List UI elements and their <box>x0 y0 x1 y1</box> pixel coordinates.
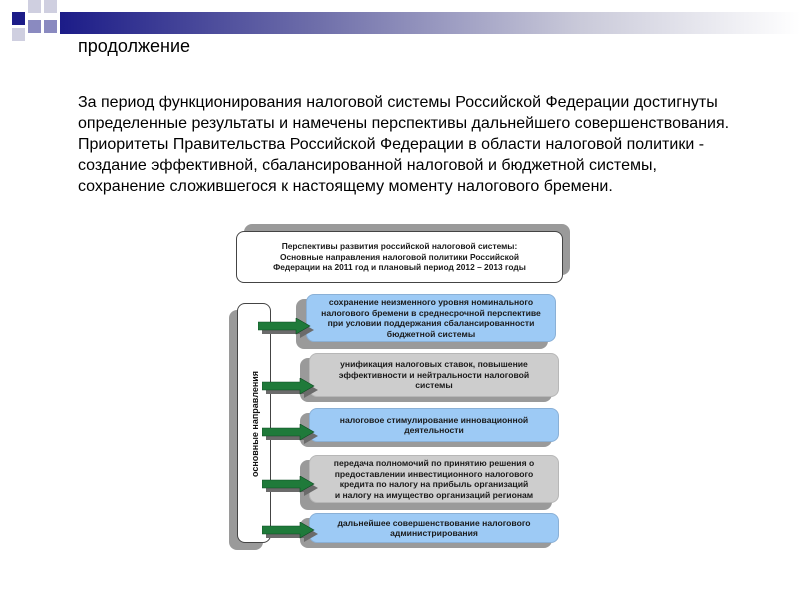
decor-square <box>44 20 57 33</box>
decor-square <box>28 20 41 33</box>
header-line-2: Основные направления налоговой политики Российской <box>279 251 520 262</box>
item-1-line-1: сохранение неизменного уровня номинального <box>328 297 534 307</box>
item-2-line-1: унификация налоговых ставок, повышение <box>340 359 528 370</box>
item-3-line-1: налоговое стимулирование инновационной <box>339 414 529 425</box>
arrow-right-icon <box>262 424 322 446</box>
direction-item-2 <box>309 353 559 397</box>
item-5-line-2: администрирования <box>390 528 478 538</box>
arrow-right-icon <box>262 476 322 498</box>
arrow-right-icon <box>262 522 322 544</box>
direction-item-3 <box>309 408 559 442</box>
direction-item-5 <box>309 513 559 543</box>
decor-square <box>28 0 41 13</box>
slide-body-text: За период функционирования налоговой системы Российской Федерации достигнуты определенные результаты и намечены перспективы дальнейшего совершенствования. Приоритеты Правительства Российской Федерации в области налоговой политики - создание эффективной, сбалансированной налоговой и бюджетной системы, сохранение сложившегося к настоящему моменту налогового бремени. <box>78 94 730 195</box>
item-5-line-1: дальнейшее совершенствование налогового <box>337 517 531 528</box>
direction-item-1 <box>306 294 556 342</box>
item-1-line-4: бюджетной системы <box>386 328 476 339</box>
header-line-1: Перспективы развития российской налоговой системы: <box>281 241 518 252</box>
decor-square <box>12 28 25 41</box>
arrow-right-icon <box>258 318 318 340</box>
item-3-line-2: деятельности <box>404 425 464 435</box>
item-1-line-3: при условии поддержания сбалансированности <box>327 318 535 328</box>
item-1-line-2: налогового бремени в среднесрочной перспективе <box>321 307 541 318</box>
item-4-line-2: предоставлении инвестиционного налогового <box>334 468 534 479</box>
item-2-line-3: системы <box>415 380 453 391</box>
item-4-line-3: кредита по налогу на прибыль организаций <box>339 479 529 489</box>
decor-square <box>12 12 25 25</box>
item-2-line-2: эффективности и нейтральности налоговой <box>338 369 530 380</box>
direction-item-4 <box>309 455 559 503</box>
item-4-line-1: передача полномочий по принятию решения о <box>333 458 535 468</box>
item-4-line-4: и налогу на имущество организаций регионам <box>334 489 534 500</box>
diagram-header-box <box>236 231 563 283</box>
decor-square <box>44 0 57 13</box>
side-label: основные направления <box>250 370 260 478</box>
arrow-right-icon <box>262 378 322 400</box>
slide-title: продолжение <box>78 36 191 56</box>
header-line-3: Федерации на 2011 год и плановый период 2012 – 2013 годы <box>273 262 526 273</box>
header-decoration-band <box>60 12 800 34</box>
